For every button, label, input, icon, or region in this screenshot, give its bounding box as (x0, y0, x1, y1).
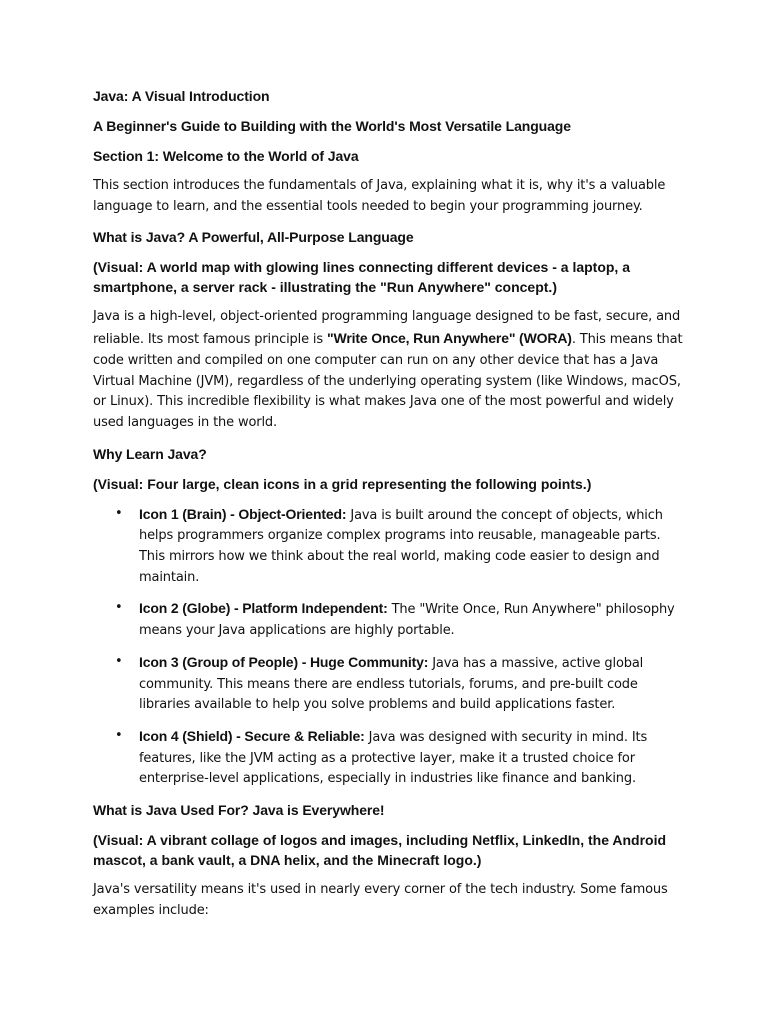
list-item (93, 726, 683, 790)
what-is-java-visual-note: (Visual: A world map with glowing lines connecting different devices - a laptop, a smartphone, a server rack - illustrating the "Run Anywhere" concept.) (93, 259, 630, 296)
list-item-text: Java has a massive, active global community. This means there are endless tutorials, forums, and pre-built code libraries available to help you solve problems and build applications faster. (139, 655, 644, 713)
bullet-dot: • (115, 653, 123, 669)
section-1-heading: Section 1: Welcome to the World of Java (93, 148, 359, 164)
list-item-text: Java was designed with security in mind. Its features, like the JVM acting as a protective layer, make it a trusted choice for enterprise-level applications, especially in industries like finance and banking. (139, 729, 648, 787)
document-subtitle: A Beginner's Guide to Building with the World's Most Versatile Language (93, 118, 571, 134)
what-is-java-heading: What is Java? A Powerful, All-Purpose Language (93, 229, 414, 246)
wora-emphasis: "Write Once, Run Anywhere" (WORA) (327, 330, 572, 347)
bullet-dot: • (115, 505, 123, 521)
why-learn-java-heading: Why Learn Java? (93, 445, 207, 462)
list-item-text: Java is built around the concept of objects, which helps programmers organize complex programs into reusable, manageable parts. This mirrors how we think about the real world, making code easier to design and maintain. (139, 507, 663, 585)
list-item-lead: Icon 1 (Brain) - Object-Oriented: (139, 505, 347, 522)
java-uses-heading: What is Java Used For? Java is Everywhere! (93, 802, 385, 819)
java-uses-paragraph: Java's versatility means it's used in nearly every corner of the tech industry. Some famous examples include: (93, 882, 668, 918)
java-uses-visual-note: (Visual: A vibrant collage of logos and images, including Netflix, LinkedIn, the Android mascot, a bank vault, a DNA helix, and the Minecraft logo.) (93, 832, 667, 869)
list-item-lead: Icon 2 (Globe) - Platform Independent: (139, 600, 388, 617)
what-para-after: . This means that code written and compiled on one computer can run on any other device that has a Java Virtual Machine (JVM), regardless of the underlying operating system (like Windows, macOS, or Linux). This incredible flexibility is what makes Java one of the most powerful and widely used languages in the world. (93, 332, 683, 430)
list-item (93, 652, 683, 716)
list-item (93, 504, 683, 589)
list-item-lead: Icon 3 (Group of People) - Huge Community: (139, 653, 429, 670)
list-item-lead: Icon 4 (Shield) - Secure & Reliable: (139, 727, 365, 744)
document-title: Java: A Visual Introduction (93, 88, 270, 104)
document-page (93, 86, 683, 931)
bullet-dot: • (115, 727, 123, 743)
why-learn-java-list (93, 504, 683, 790)
list-item-text: The "Write Once, Run Anywhere" philosophy means your Java applications are highly portable. (139, 602, 675, 639)
what-is-java-paragraph (93, 307, 683, 433)
what-para-before: Java is a high-level, object-oriented programming language designed to be fast, secure, and reliable. Its most famous principle is (93, 309, 681, 348)
section-1-intro: This section introduces the fundamentals of Java, explaining what it is, why it's a valuable language to learn, and the essential tools needed to begin your programming journey. (93, 178, 666, 214)
why-learn-java-visual-note: (Visual: Four large, clean icons in a grid representing the following points.) (93, 475, 592, 492)
bullet-dot: • (115, 600, 123, 616)
list-item (93, 598, 683, 641)
